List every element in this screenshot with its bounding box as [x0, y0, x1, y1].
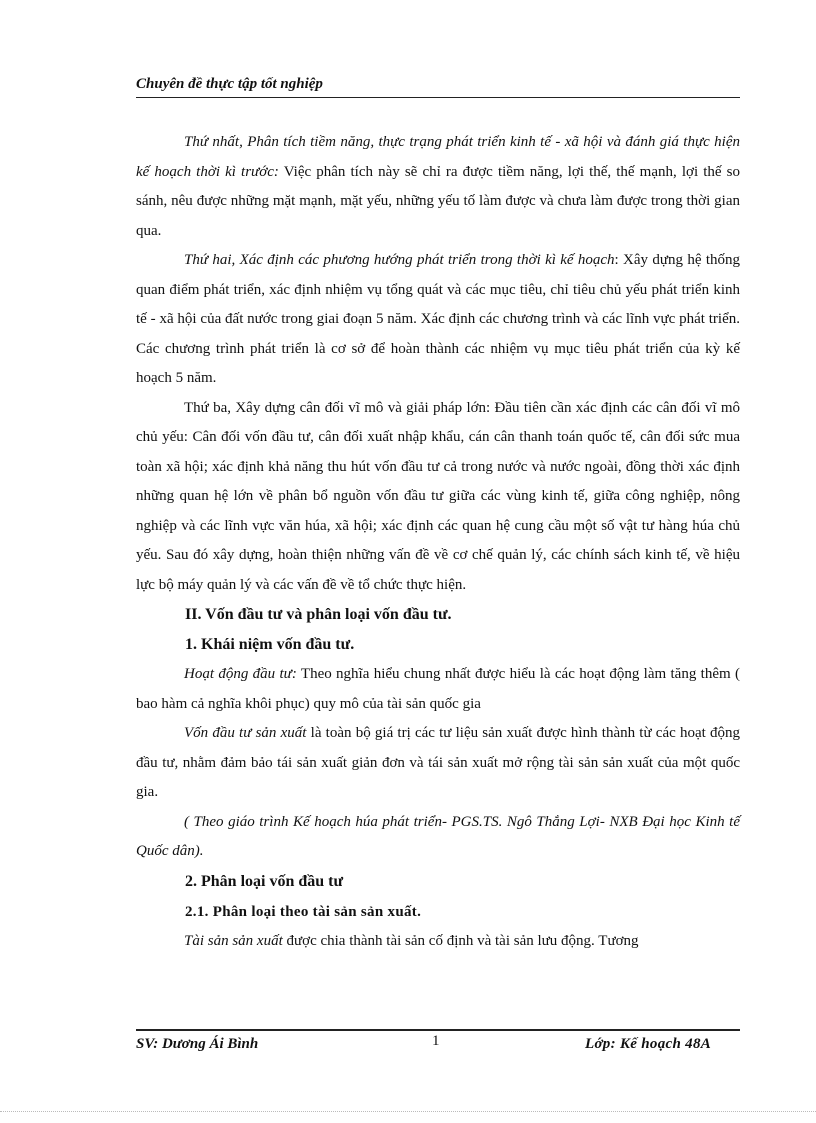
paragraph-text: : Xây dựng hệ thống quan điểm phát triển, xác định nhiệm vụ tổng quát và các mục tiêu, chỉ tiêu chủ yếu phát triển kinh tế - xã hội của đất nước trong giai đoạn 5 năm. Xác định các chương trình và các lĩnh vực phát triển. Các chương trình phát triển là cơ sở để hoàn thành các nhiệm vụ mục tiêu phát triển của kỳ kế hoạch 5 năm.: [136, 252, 740, 386]
paragraph-lead: Tài sản sản xuất: [184, 932, 283, 949]
citation: ( Theo giáo trình Kế hoạch húa phát triển- PGS.TS. Ngô Thắng Lợi- NXB Đại học Kinh tế Quốc dân).: [136, 813, 740, 859]
paragraph-text: là toàn bộ giá trị các tư liệu sản xuất được hình thành từ các hoạt động đầu tư, nhằm đảm bảo tái sản xuất giản đơn và tái sản xuất mở rộng tài sản sản xuất của một quốc gia.: [136, 725, 740, 800]
paragraph-lead: Thứ hai, Xác định các phương hướng phát triển trong thời kì kế hoạch: [184, 252, 615, 268]
paragraph-lead: Hoạt động đầu tư:: [184, 666, 297, 682]
footer-class: Lớp: Kế hoạch 48A: [585, 1036, 712, 1052]
subsection-heading: 1. Khái niệm vốn đầu tư.: [185, 636, 355, 653]
footer-student: SV: Dương Ái Bình: [136, 1036, 259, 1052]
header-divider: [136, 97, 740, 98]
page-number: 1: [432, 1033, 440, 1049]
paragraph: [136, 927, 740, 957]
page-edge: [0, 1111, 816, 1112]
subsubsection-heading: 2.1. Phân loại theo tài sản sản xuất.: [185, 903, 422, 920]
paragraph-lead: Vốn đầu tư sản xuất: [184, 725, 307, 741]
section-heading: II. Vốn đầu tư và phân loại vốn đầu tư.: [185, 606, 452, 623]
paragraph: [136, 246, 740, 394]
paragraph-text: Việc phân tích này sẽ chỉ ra được tiềm năng, lợi thế, thế mạnh, lợi thế so sánh, nêu được những mặt mạnh, mặt yếu, những yếu tố làm được và chưa làm được trong thời gian qua.: [136, 163, 740, 239]
paragraph: [136, 660, 740, 719]
subsection-heading: 2. Phân loại vốn đầu tư: [185, 872, 344, 890]
paragraph: Thứ ba, Xây dựng cân đối vĩ mô và giải pháp lớn: Đầu tiên cần xác định các cân đối vĩ mô chủ yếu: Cân đối vốn đầu tư, cân đối xuất nhập khẩu, cán cân thanh toán quốc tế, cân đối sức mua toàn xã hội; xác định khả năng thu hút vốn đầu tư cả trong nước và nước ngoài, đồng thời xác định những quan hệ lớn về phân bổ nguồn vốn đầu tư giữa các vùng kinh tế, giữa công nghiệp, nông nghiệp và các lĩnh vực văn húa, xã hội; xác định các quan hệ cung cầu một số vật tư hàng húa chủ yếu. Sau đó xây dựng, hoàn thiện những vấn đề về cơ chế quản lý, các chính sách kinh tế, về hiệu lực bộ máy quản lý và các vấn đề về tổ chức thực hiện.: [136, 399, 740, 593]
footer-divider: [136, 1029, 740, 1031]
document-body: [136, 128, 740, 956]
header-title: Chuyên đề thực tập tốt nghiệp: [136, 76, 323, 92]
paragraph: [136, 128, 740, 246]
paragraph-text: được chia thành tài sản cố định và tài sản lưu động. Tương: [282, 932, 639, 949]
paragraph: [136, 719, 740, 808]
paragraph-lead: Thứ nhất, Phân tích tiềm năng, thực trạng phát triển kinh tế - xã hội và đánh giá thực hiện kế hoạch thời kì trước:: [136, 134, 740, 180]
paragraph-text: Theo nghĩa hiểu chung nhất được hiểu là các hoạt động làm tăng thêm ( bao hàm cả nghĩa khôi phục) quy mô của tài sản quốc gia: [136, 666, 740, 712]
